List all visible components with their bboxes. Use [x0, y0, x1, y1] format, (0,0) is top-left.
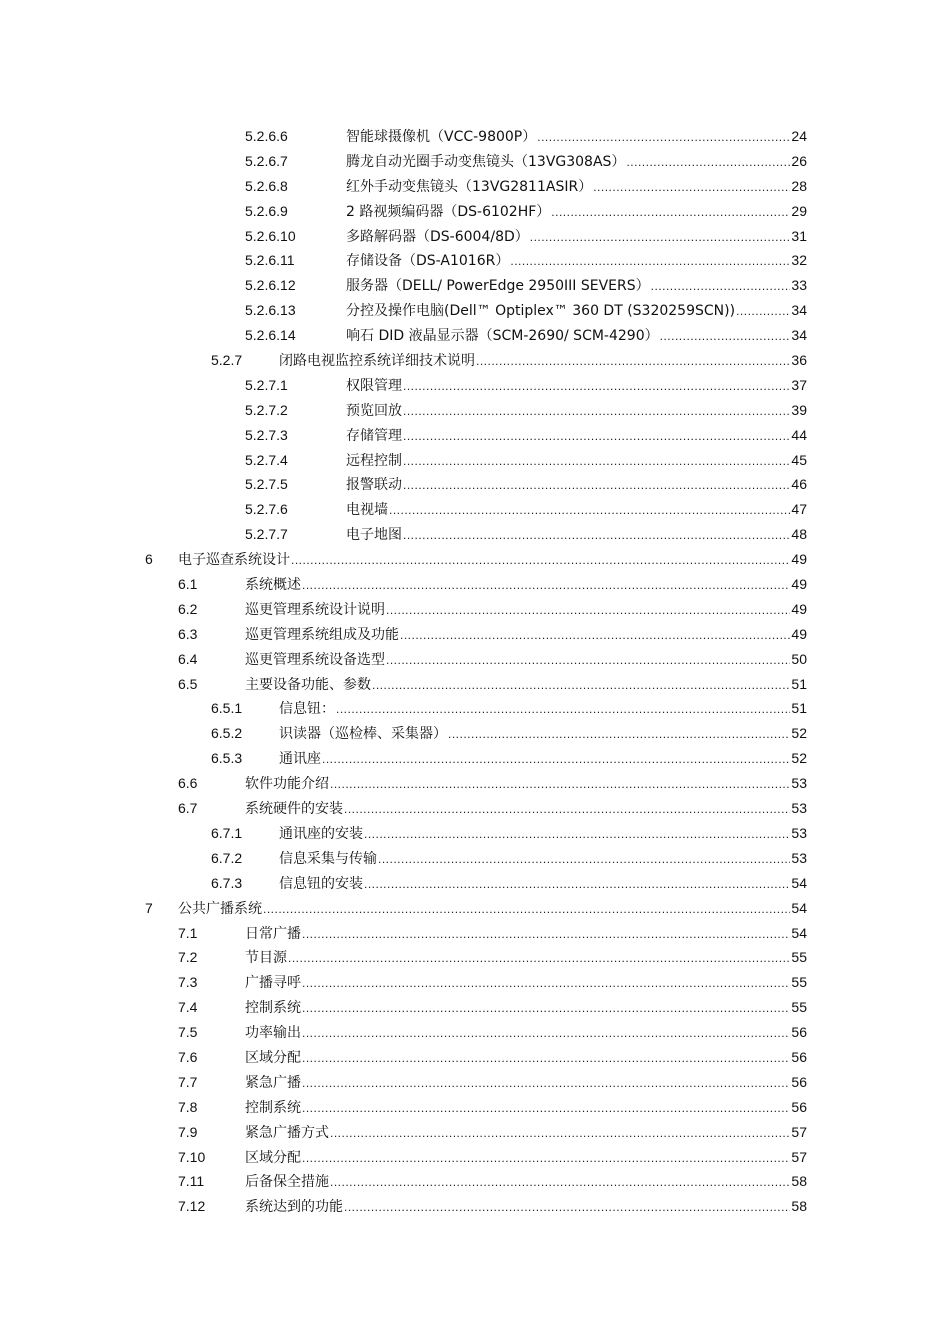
toc-entry-line	[245, 572, 807, 598]
toc-entry-number: 6.2	[178, 600, 198, 617]
toc-entry[interactable]	[0, 1169, 950, 1194]
toc-entry-number: 7.11	[178, 1173, 205, 1190]
toc-entry-line	[346, 472, 807, 498]
toc-entry[interactable]	[0, 821, 950, 846]
toc-entry-number: 6.6	[178, 775, 198, 792]
toc-entry-number: 6.5.1	[211, 700, 243, 717]
toc-entry-line	[346, 522, 807, 548]
toc-entry-page-number: 49	[791, 576, 807, 593]
toc-entry-number: 6	[145, 551, 153, 568]
toc-dot-leader	[403, 523, 790, 548]
toc-entry-number: 5.2.6.12	[245, 277, 296, 294]
toc-entry-title: 控制系统	[245, 1096, 302, 1121]
toc-entry-page-number: 56	[791, 1024, 807, 1041]
toc-entry[interactable]	[0, 721, 950, 746]
toc-entry-line	[346, 423, 807, 449]
toc-entry-title: 存储设备（DS-A1016R）	[346, 249, 510, 274]
toc-entry-title: 节目源	[245, 946, 288, 971]
toc-entry-title: 控制系统	[245, 996, 302, 1021]
toc-dot-leader	[403, 399, 790, 424]
toc-entry-number: 5.2.6.6	[245, 128, 288, 144]
toc-entry-page-number: 54	[791, 874, 807, 891]
toc-entry-title: 功率输出	[245, 1021, 302, 1046]
toc-entry-title: 区域分配	[245, 1146, 302, 1171]
toc-entry-page-number: 56	[791, 1098, 807, 1115]
toc-entry[interactable]	[0, 1095, 950, 1120]
toc-entry-number: 6.7.2	[211, 849, 243, 866]
toc-entry[interactable]	[0, 647, 950, 672]
toc-entry-line	[279, 696, 807, 722]
toc-entry-title: 巡更管理系统组成及功能	[245, 623, 400, 648]
toc-entry[interactable]	[0, 871, 950, 896]
toc-entry-line	[346, 398, 807, 424]
toc-entry-title: 存储管理	[346, 424, 403, 449]
toc-entry-line	[245, 921, 807, 947]
toc-entry-number: 7.3	[178, 974, 198, 991]
toc-entry-number: 6.7.1	[211, 824, 243, 841]
toc-entry-page-number: 58	[791, 1198, 807, 1215]
toc-dot-leader	[330, 1170, 790, 1195]
toc-entry-line	[245, 1120, 807, 1146]
toc-entry[interactable]	[0, 248, 950, 273]
toc-dot-leader	[386, 598, 790, 623]
toc-entry[interactable]	[0, 448, 950, 473]
toc-entry-number: 6.7	[178, 800, 198, 817]
toc-dot-leader	[336, 697, 790, 722]
toc-entry[interactable]	[0, 995, 950, 1020]
toc-entry-number: 5.2.7.5	[245, 476, 288, 493]
toc-entry-title: 通讯座的安装	[279, 822, 364, 847]
toc-dot-leader	[537, 125, 790, 150]
toc-dot-leader	[330, 1121, 790, 1146]
toc-entry-page-number: 31	[791, 227, 807, 244]
toc-dot-leader	[263, 897, 790, 922]
toc-entry-line	[245, 597, 807, 623]
toc-entry-line	[346, 298, 807, 324]
toc-entry[interactable]	[0, 323, 950, 348]
toc-dot-leader	[403, 424, 790, 449]
toc-entry-line	[245, 1070, 807, 1096]
toc-dot-leader	[551, 200, 790, 225]
toc-entry-line	[245, 995, 807, 1021]
toc-entry-number: 5.2.7.4	[245, 451, 288, 468]
toc-entry-number: 5.2.7.7	[245, 526, 288, 543]
toc-entry-page-number: 32	[791, 252, 807, 269]
toc-dot-leader	[378, 847, 790, 872]
toc-entry-page-number: 49	[791, 551, 807, 568]
toc-entry-page-number: 37	[791, 376, 807, 393]
toc-dot-leader	[510, 249, 790, 274]
toc-entry[interactable]	[0, 1020, 950, 1045]
toc-entry-number: 7.10	[178, 1148, 206, 1165]
toc-entry-number: 5.2.7.3	[245, 426, 288, 443]
toc-entry-line	[346, 149, 807, 175]
toc-entry-page-number: 51	[791, 675, 807, 692]
toc-entry-page-number: 34	[791, 327, 807, 344]
toc-entry-line	[279, 348, 807, 374]
toc-entry-line	[279, 821, 807, 847]
toc-entry-title: 系统达到的功能	[245, 1195, 344, 1220]
toc-entry[interactable]	[0, 273, 950, 298]
toc-entry-number: 6.5.3	[211, 750, 243, 767]
toc-entry-title: 预览回放	[346, 399, 403, 424]
toc-entry-number: 5.2.7.2	[245, 401, 288, 418]
toc-entry-title: 主要设备功能、参数	[245, 673, 372, 698]
toc-dot-leader	[364, 872, 790, 897]
toc-entry-line	[178, 896, 807, 922]
toc-entry-line	[245, 771, 807, 797]
toc-entry-page-number: 39	[791, 401, 807, 418]
toc-entry-number: 7.7	[178, 1073, 198, 1090]
toc-entry-line	[245, 1095, 807, 1121]
toc-entry-page-number: 47	[791, 501, 807, 518]
toc-entry-line	[245, 1145, 807, 1171]
toc-entry[interactable]	[0, 896, 950, 921]
toc-entry-line	[346, 224, 807, 250]
toc-entry-page-number: 50	[791, 650, 807, 667]
toc-entry[interactable]	[0, 547, 950, 572]
toc-entry-number: 7.4	[178, 999, 198, 1016]
toc-dot-leader	[389, 498, 790, 523]
toc-entry-title: 权限管理	[346, 374, 403, 399]
toc-entry[interactable]	[0, 199, 950, 224]
toc-entry-page-number: 56	[791, 1048, 807, 1065]
toc-entry-page-number: 53	[791, 800, 807, 817]
toc-entry[interactable]	[0, 174, 950, 199]
toc-entry[interactable]	[0, 423, 950, 448]
toc-entry-line	[346, 497, 807, 523]
toc-entry-title: 响石 DID 液晶显示器（SCM-2690/ SCM-4290）	[346, 324, 660, 349]
toc-entry[interactable]	[0, 622, 950, 647]
toc-entry-line	[346, 248, 807, 274]
toc-dot-leader	[386, 648, 790, 673]
toc-entry-title: 腾龙自动光圈手动变焦镜头（13VG308AS）	[346, 150, 626, 175]
toc-entry-title: 远程控制	[346, 449, 403, 474]
toc-dot-leader	[626, 150, 790, 175]
toc-dot-leader	[651, 274, 791, 299]
toc-entry-page-number: 46	[791, 476, 807, 493]
toc-entry-page-number: 52	[791, 750, 807, 767]
toc-entry-page-number: 48	[791, 526, 807, 543]
toc-entry[interactable]	[0, 348, 950, 373]
toc-entry-title: 电子巡查系统设计	[178, 548, 291, 573]
toc-entry-line	[346, 124, 807, 150]
toc-entry-number: 7.9	[178, 1123, 198, 1140]
toc-entry-number: 6.5.2	[211, 725, 243, 742]
table-of-contents	[0, 124, 950, 1219]
toc-entry[interactable]	[0, 149, 950, 174]
toc-entry[interactable]	[0, 796, 950, 821]
toc-entry[interactable]	[0, 970, 950, 995]
toc-entry[interactable]	[0, 846, 950, 871]
toc-dot-leader	[322, 747, 790, 772]
toc-entry-page-number: 57	[791, 1148, 807, 1165]
toc-entry-title: 信息钮：	[279, 697, 336, 722]
toc-dot-leader	[302, 1046, 790, 1071]
toc-entry-line	[346, 323, 807, 349]
toc-entry[interactable]	[0, 373, 950, 398]
toc-entry-title: 智能球摄像机（VCC-9800P）	[346, 125, 537, 150]
toc-dot-leader	[660, 324, 791, 349]
toc-entry-page-number: 33	[791, 277, 807, 294]
toc-entry-page-number: 55	[791, 949, 807, 966]
toc-entry-number: 5.2.6.8	[245, 177, 288, 194]
toc-entry-line	[346, 373, 807, 399]
toc-entry-page-number: 57	[791, 1123, 807, 1140]
toc-entry-line	[245, 945, 807, 971]
toc-dot-leader	[302, 573, 790, 598]
toc-entry[interactable]	[0, 771, 950, 796]
toc-entry-number: 6.5	[178, 675, 198, 692]
toc-entry-number: 7.5	[178, 1024, 198, 1041]
toc-dot-leader	[302, 922, 790, 947]
toc-entry-title: 紧急广播	[245, 1071, 302, 1096]
toc-entry-line	[245, 672, 807, 698]
toc-entry-number: 5.2.6.13	[245, 302, 296, 319]
toc-entry-title: 紧急广播方式	[245, 1121, 330, 1146]
toc-entry-number: 5.2.6.7	[245, 152, 288, 169]
toc-entry-line	[346, 199, 807, 225]
toc-dot-leader	[302, 971, 790, 996]
toc-entry-title: 信息钮的安装	[279, 872, 364, 897]
toc-entry-number: 5.2.6.11	[245, 252, 295, 269]
toc-entry-number: 5.2.7	[211, 352, 243, 369]
toc-entry-title: 闭路电视监控系统详细技术说明	[279, 349, 476, 374]
toc-entry-number: 5.2.6.10	[245, 227, 296, 244]
toc-entry-line	[279, 846, 807, 872]
toc-entry-page-number: 53	[791, 849, 807, 866]
toc-entry-page-number: 51	[791, 700, 807, 717]
toc-entry-page-number: 29	[791, 202, 807, 219]
toc-entry-line	[279, 871, 807, 897]
toc-entry[interactable]	[0, 1070, 950, 1095]
toc-entry-line	[346, 448, 807, 474]
toc-entry-title: 电视墙	[346, 498, 389, 523]
toc-entry[interactable]	[0, 472, 950, 497]
toc-entry-number: 5.2.7.6	[245, 501, 288, 518]
toc-entry-number: 7.1	[178, 924, 198, 941]
toc-entry[interactable]	[0, 572, 950, 597]
toc-dot-leader	[372, 673, 790, 698]
toc-entry[interactable]	[0, 497, 950, 522]
toc-entry-page-number: 54	[791, 899, 807, 916]
toc-entry[interactable]	[0, 945, 950, 970]
toc-dot-leader	[530, 225, 791, 250]
toc-entry[interactable]	[0, 1194, 950, 1219]
toc-dot-leader	[288, 946, 790, 971]
toc-entry-number: 6.7.3	[211, 874, 243, 891]
toc-entry-number: 5.2.7.1	[245, 376, 288, 393]
toc-entry[interactable]	[0, 124, 950, 149]
toc-entry-line	[245, 970, 807, 996]
toc-dot-leader	[403, 473, 790, 498]
toc-entry-title: 服务器（DELL/ PowerEdge 2950III SEVERS）	[346, 274, 651, 299]
toc-entry-title: 通讯座	[279, 747, 322, 772]
toc-entry-page-number: 36	[791, 352, 807, 369]
toc-entry-page-number: 58	[791, 1173, 807, 1190]
toc-dot-leader	[403, 449, 790, 474]
toc-entry-title: 多路解码器（DS-6004/8D）	[346, 225, 530, 250]
toc-entry[interactable]	[0, 1045, 950, 1070]
toc-entry-page-number: 45	[791, 451, 807, 468]
toc-entry-line	[245, 1194, 807, 1220]
toc-entry-title: 巡更管理系统设计说明	[245, 598, 386, 623]
toc-entry-page-number: 53	[791, 824, 807, 841]
toc-entry[interactable]	[0, 298, 950, 323]
toc-dot-leader	[302, 1071, 790, 1096]
toc-dot-leader	[364, 822, 790, 847]
toc-dot-leader	[330, 772, 790, 797]
toc-entry-line	[346, 174, 807, 200]
toc-entry-title: 电子地图	[346, 523, 403, 548]
toc-entry-title: 系统硬件的安装	[245, 797, 344, 822]
toc-entry-line	[245, 622, 807, 648]
toc-entry-page-number: 44	[791, 426, 807, 443]
toc-entry[interactable]	[0, 522, 950, 547]
toc-dot-leader	[291, 548, 790, 573]
toc-entry[interactable]	[0, 1120, 950, 1145]
toc-entry-page-number: 54	[791, 924, 807, 941]
toc-entry-page-number: 55	[791, 999, 807, 1016]
toc-entry-line	[245, 1169, 807, 1195]
toc-dot-leader	[403, 374, 790, 399]
toc-entry-line	[245, 1045, 807, 1071]
toc-entry-line	[346, 273, 807, 299]
toc-dot-leader	[593, 175, 790, 200]
toc-entry-title: 信息采集与传输	[279, 847, 378, 872]
toc-entry-page-number: 53	[791, 775, 807, 792]
toc-entry-page-number: 56	[791, 1073, 807, 1090]
toc-dot-leader	[400, 623, 790, 648]
toc-dot-leader	[302, 1096, 790, 1121]
toc-entry-line	[245, 1020, 807, 1046]
toc-entry-page-number: 55	[791, 974, 807, 991]
toc-entry-title: 软件功能介绍	[245, 772, 330, 797]
toc-entry[interactable]	[0, 597, 950, 622]
toc-dot-leader	[736, 299, 790, 324]
toc-entry-page-number: 49	[791, 625, 807, 642]
toc-entry-number: 7	[145, 899, 153, 916]
toc-entry-title: 公共广播系统	[178, 897, 263, 922]
toc-entry-title: 巡更管理系统设备选型	[245, 648, 386, 673]
toc-dot-leader	[302, 996, 790, 1021]
toc-entry-title: 后备保全措施	[245, 1170, 330, 1195]
toc-entry-number: 7.8	[178, 1098, 198, 1115]
toc-entry-title: 2 路视频编码器（DS-6102HF）	[346, 200, 551, 225]
toc-dot-leader	[476, 349, 790, 374]
toc-entry-page-number: 52	[791, 725, 807, 742]
toc-entry-number: 5.2.6.14	[245, 327, 296, 344]
toc-entry-number: 7.12	[178, 1198, 206, 1215]
toc-entry-page-number: 24	[791, 128, 807, 144]
toc-entry-page-number: 34	[791, 302, 807, 319]
toc-dot-leader	[302, 1146, 790, 1171]
toc-entry[interactable]	[0, 672, 950, 697]
toc-entry-title: 红外手动变焦镜头（13VG2811ASIR）	[346, 175, 593, 200]
toc-entry[interactable]	[0, 921, 950, 946]
toc-entry-line	[178, 547, 807, 573]
toc-entry-title: 日常广播	[245, 922, 302, 947]
toc-entry[interactable]	[0, 696, 950, 721]
toc-entry-line	[245, 796, 807, 822]
toc-entry-number: 6.3	[178, 625, 198, 642]
toc-entry-number: 6.1	[178, 576, 198, 593]
toc-dot-leader	[344, 1195, 790, 1220]
toc-entry-title: 识读器（巡检棒、采集器）	[279, 722, 448, 747]
toc-dot-leader	[344, 797, 790, 822]
toc-entry-line	[245, 647, 807, 673]
toc-entry-page-number: 49	[791, 600, 807, 617]
toc-entry-page-number: 26	[791, 152, 807, 169]
toc-entry-page-number: 28	[791, 177, 807, 194]
toc-entry-title: 广播寻呼	[245, 971, 302, 996]
toc-entry-title: 分控及操作电脑(Dell™ Optiplex™ 360 DT (S320259SCN))	[346, 299, 736, 324]
toc-entry-number: 7.2	[178, 949, 198, 966]
toc-entry[interactable]	[0, 224, 950, 249]
toc-dot-leader	[302, 1021, 790, 1046]
toc-entry-title: 报警联动	[346, 473, 403, 498]
toc-entry-line	[279, 721, 807, 747]
toc-entry-line	[279, 746, 807, 772]
toc-entry[interactable]	[0, 746, 950, 771]
toc-entry[interactable]	[0, 398, 950, 423]
toc-dot-leader	[448, 722, 790, 747]
toc-entry-number: 5.2.6.9	[245, 202, 288, 219]
toc-entry-number: 6.4	[178, 650, 198, 667]
toc-entry-title: 系统概述	[245, 573, 302, 598]
toc-entry-title: 区域分配	[245, 1046, 302, 1071]
toc-entry[interactable]	[0, 1145, 950, 1170]
toc-entry-number: 7.6	[178, 1048, 198, 1065]
